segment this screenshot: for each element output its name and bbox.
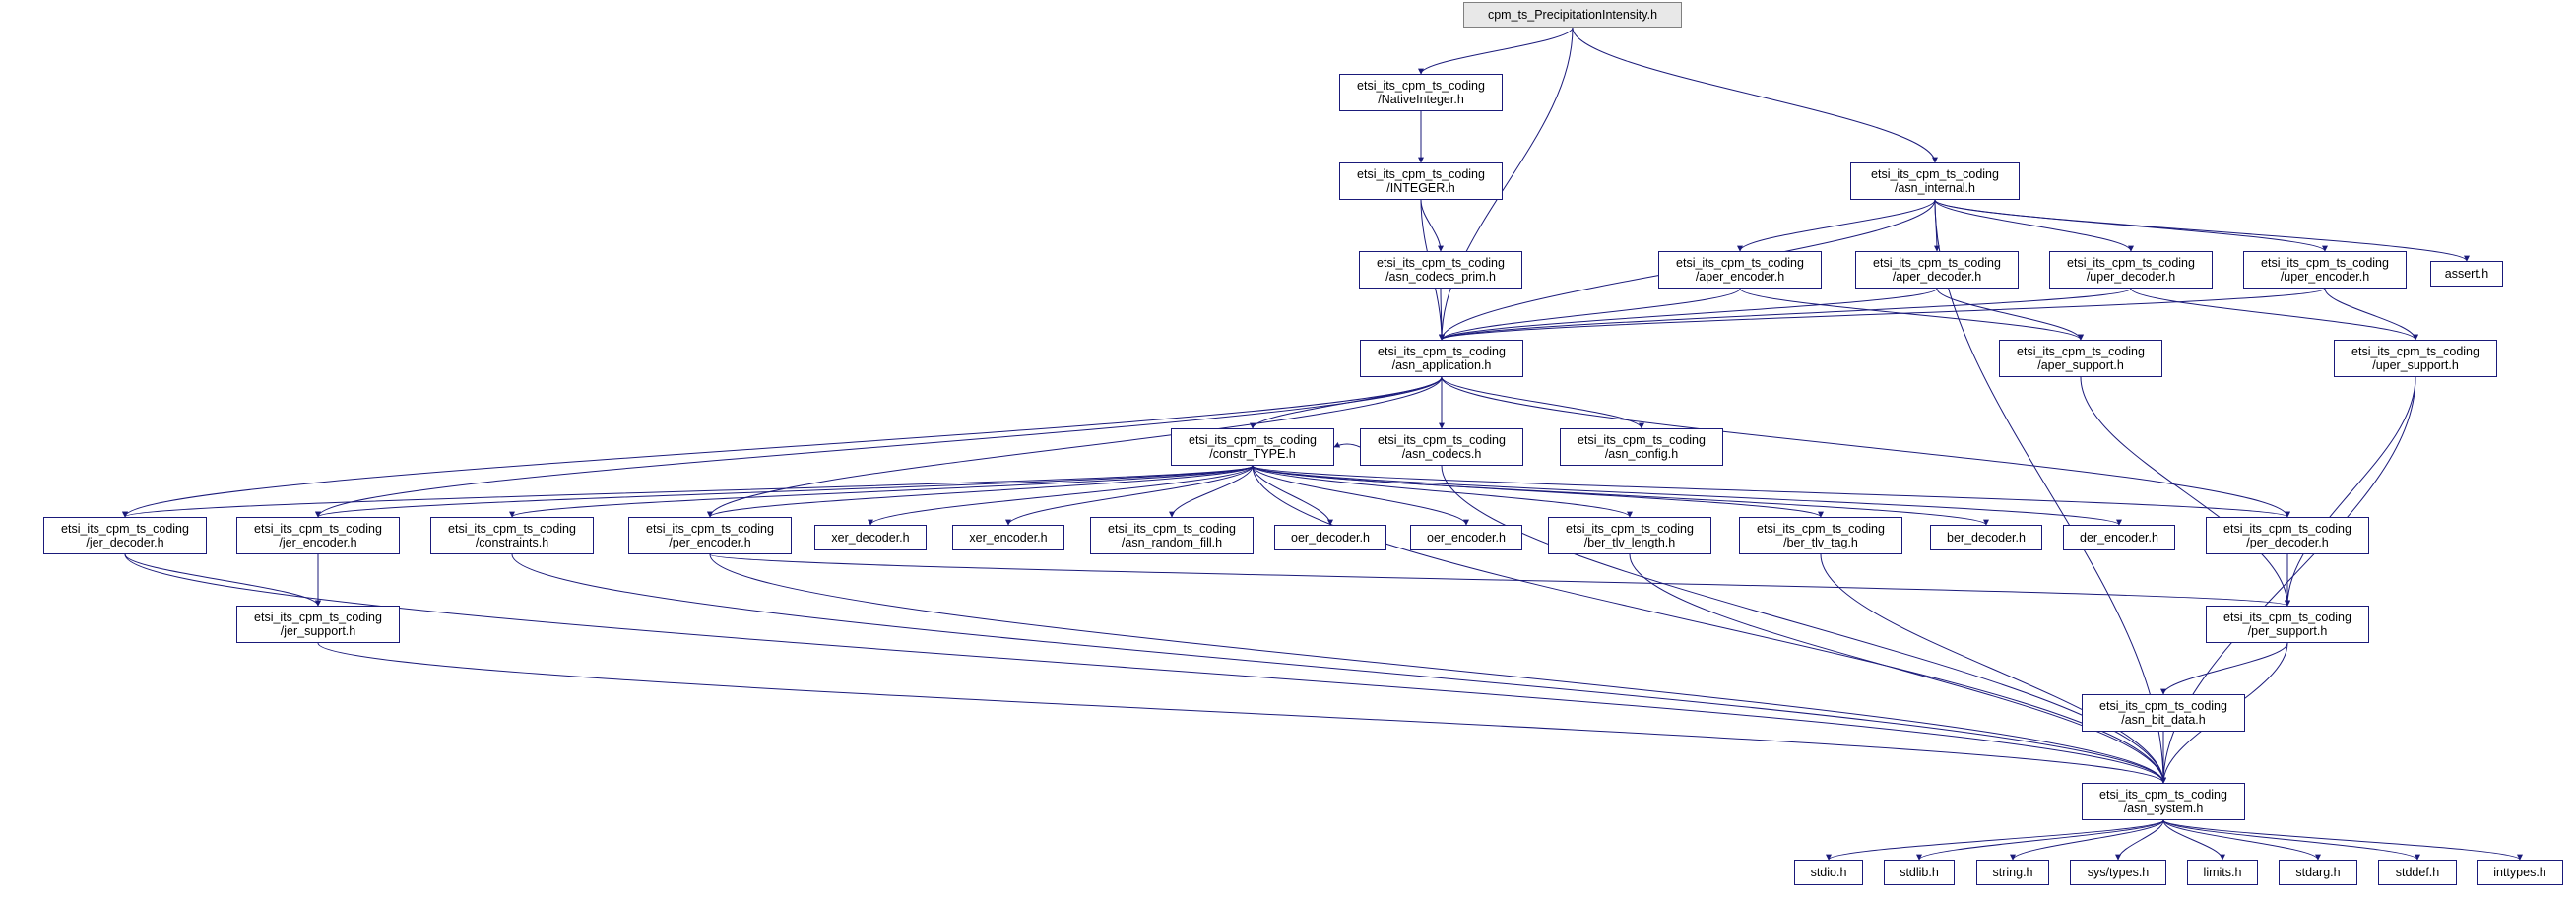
node-limits[interactable] — [2187, 860, 2258, 885]
edge-asn_system-to-limits — [2163, 820, 2222, 860]
node-per_encoder[interactable] — [628, 517, 792, 554]
node-label-line: etsi_its_cpm_ts_coding — [1377, 256, 1505, 270]
edge-constr_TYPE-to-asn_random_fill — [1172, 466, 1253, 517]
node-label-line: stdlib.h — [1900, 866, 1939, 879]
node-label-line: oer_encoder.h — [1427, 531, 1506, 545]
node-label-line: /jer_support.h — [280, 624, 356, 638]
edge-constr_TYPE-to-jer_decoder — [125, 466, 1253, 517]
node-label-line: string.h — [1992, 866, 2033, 879]
node-integer[interactable] — [1339, 162, 1503, 200]
node-label-line: etsi_its_cpm_ts_coding — [1357, 79, 1485, 93]
node-label-line: /asn_internal.h — [1894, 181, 1975, 195]
node-label-line: /constraints.h — [475, 536, 549, 549]
node-label-line: sys/types.h — [2087, 866, 2150, 879]
node-aper_encoder[interactable] — [1658, 251, 1822, 289]
edge-aper_encoder-to-aper_support — [1740, 289, 2081, 340]
node-label-line: /asn_system.h — [2123, 802, 2204, 815]
edge-ber_tlv_tag-to-asn_system — [1821, 554, 2163, 783]
edge-asn_system-to-stdlib — [1919, 820, 2163, 860]
node-asn_system[interactable] — [2082, 783, 2245, 820]
edge-constr_TYPE-to-der_encoder — [1253, 466, 2119, 525]
edge-constr_TYPE-to-oer_decoder — [1253, 466, 1330, 525]
node-label-line: /asn_codecs_prim.h — [1385, 270, 1496, 284]
edge-asn_system-to-stdio — [1829, 820, 2163, 860]
edge-asn_internal-to-aper_encoder — [1740, 200, 1935, 251]
node-label-line: /asn_codecs.h — [1401, 447, 1482, 461]
edge-constr_TYPE-to-xer_encoder — [1008, 466, 1253, 525]
node-string[interactable] — [1976, 860, 2049, 885]
node-label-line: etsi_its_cpm_ts_coding — [2067, 256, 2195, 270]
node-label-line: ber_decoder.h — [1947, 531, 2026, 545]
node-ber_decoder[interactable] — [1930, 525, 2042, 550]
edge-uper_encoder-to-asn_application — [1442, 289, 2325, 340]
node-label-line: /jer_decoder.h — [86, 536, 164, 549]
node-label-line: /asn_config.h — [1604, 447, 1679, 461]
edge-constr_TYPE-to-xer_decoder — [870, 466, 1253, 525]
edge-asn_codecs-to-constr_TYPE — [1334, 444, 1360, 447]
node-stdio[interactable] — [1794, 860, 1863, 885]
edge-ber_tlv_length-to-asn_system — [1630, 554, 2163, 783]
node-label-line: etsi_its_cpm_ts_coding — [2261, 256, 2389, 270]
node-label-line: /asn_random_fill.h — [1121, 536, 1223, 549]
edge-asn_internal-to-uper_decoder — [1935, 200, 2131, 251]
node-label-line: /per_encoder.h — [669, 536, 751, 549]
node-constraints[interactable] — [430, 517, 594, 554]
node-label-line: stdio.h — [1810, 866, 1847, 879]
node-label-line: /uper_encoder.h — [2280, 270, 2370, 284]
edge-aper_decoder-to-asn_application — [1442, 289, 1937, 340]
node-label-line: /per_support.h — [2247, 624, 2328, 638]
node-oer_decoder[interactable] — [1274, 525, 1386, 550]
node-asn_application[interactable] — [1360, 340, 1523, 377]
node-xer_decoder[interactable] — [814, 525, 927, 550]
edge-asn_internal-to-uper_encoder — [1935, 200, 2325, 251]
node-label-line: etsi_its_cpm_ts_coding — [448, 522, 576, 536]
edge-asn_application-to-asn_config — [1442, 377, 1642, 428]
node-asn_random_fill[interactable] — [1090, 517, 1254, 554]
node-label-line: xer_decoder.h — [831, 531, 910, 545]
edge-per_support-to-asn_bit_data — [2163, 643, 2287, 694]
node-label-line: etsi_its_cpm_ts_coding — [1189, 433, 1317, 447]
node-uper_decoder[interactable] — [2049, 251, 2213, 289]
node-label-line: /jer_encoder.h — [279, 536, 357, 549]
node-label-line: etsi_its_cpm_ts_coding — [1873, 256, 2001, 270]
node-label-line: /NativeInteger.h — [1378, 93, 1464, 106]
node-asn_config[interactable] — [1560, 428, 1723, 466]
edge-asn_codecs-to-asn_system — [1442, 466, 2163, 783]
node-label-line: etsi_its_cpm_ts_coding — [2017, 345, 2145, 358]
node-label-line: etsi_its_cpm_ts_coding — [1871, 167, 1999, 181]
edge-jer_decoder-to-asn_system — [125, 554, 2163, 783]
node-label-line: xer_encoder.h — [969, 531, 1048, 545]
node-oer_encoder[interactable] — [1410, 525, 1522, 550]
edge-constr_TYPE-to-per_decoder — [1253, 466, 2287, 517]
node-jer_support[interactable] — [236, 606, 400, 643]
node-label-line: etsi_its_cpm_ts_coding — [1357, 167, 1485, 181]
node-per_decoder[interactable] — [2206, 517, 2369, 554]
edge-aper_decoder-to-aper_support — [1937, 289, 2081, 340]
edge-integer-to-asn_codecs_prim — [1421, 200, 1441, 251]
node-label-line: etsi_its_cpm_ts_coding — [61, 522, 189, 536]
node-label-line: stdarg.h — [2295, 866, 2341, 879]
node-label-line: /INTEGER.h — [1386, 181, 1455, 195]
node-label-line: oer_decoder.h — [1291, 531, 1370, 545]
node-label-line: /aper_decoder.h — [1892, 270, 1982, 284]
node-label-line: etsi_its_cpm_ts_coding — [2099, 699, 2227, 713]
node-label-line: /aper_support.h — [2037, 358, 2124, 372]
node-label-line: cpm_ts_PrecipitationIntensity.h — [1487, 8, 1658, 22]
edge-uper_encoder-to-uper_support — [2325, 289, 2415, 340]
edge-asn_system-to-stddef — [2163, 820, 2417, 860]
edge-constr_TYPE-to-asn_system — [1253, 466, 2163, 783]
node-label-line: /ber_tlv_tag.h — [1783, 536, 1858, 549]
node-label-line: etsi_its_cpm_ts_coding — [1566, 522, 1694, 536]
node-label-line: /aper_encoder.h — [1695, 270, 1785, 284]
node-systypes[interactable] — [2070, 860, 2166, 885]
node-label-line: /constr_TYPE.h — [1209, 447, 1296, 461]
node-label-line: etsi_its_cpm_ts_coding — [1676, 256, 1804, 270]
edge-constr_TYPE-to-constraints — [512, 466, 1253, 517]
node-aper_decoder[interactable] — [1855, 251, 2019, 289]
node-label-line: /ber_tlv_length.h — [1583, 536, 1676, 549]
node-jer_encoder[interactable] — [236, 517, 400, 554]
node-label-line: etsi_its_cpm_ts_coding — [254, 522, 382, 536]
node-constr_TYPE[interactable] — [1171, 428, 1334, 466]
node-label-line: etsi_its_cpm_ts_coding — [1578, 433, 1706, 447]
edge-aper_encoder-to-asn_application — [1442, 289, 1740, 340]
edge-root-to-nativeinteger — [1421, 28, 1573, 74]
edge-per_encoder-to-asn_system — [710, 554, 2163, 783]
node-label-line: etsi_its_cpm_ts_coding — [646, 522, 774, 536]
node-stdarg[interactable] — [2279, 860, 2357, 885]
edge-uper_decoder-to-uper_support — [2131, 289, 2415, 340]
edge-constr_TYPE-to-per_encoder — [710, 466, 1253, 517]
node-label-line: /asn_application.h — [1391, 358, 1492, 372]
edge-constr_TYPE-to-ber_decoder — [1253, 466, 1986, 525]
node-label-line: etsi_its_cpm_ts_coding — [2099, 788, 2227, 802]
edge-constraints-to-asn_system — [512, 554, 2163, 783]
edge-jer_support-to-asn_system — [318, 643, 2163, 783]
node-aper_support[interactable] — [1999, 340, 2162, 377]
node-label-line: etsi_its_cpm_ts_coding — [1108, 522, 1236, 536]
node-der_encoder[interactable] — [2063, 525, 2175, 550]
edge-uper_decoder-to-asn_application — [1442, 289, 2131, 340]
edge-asn_system-to-systypes — [2118, 820, 2163, 860]
node-ber_tlv_length[interactable] — [1548, 517, 1711, 554]
edge-asn_application-to-constr_TYPE — [1253, 377, 1442, 428]
node-assert[interactable] — [2430, 261, 2503, 287]
edge-constr_TYPE-to-jer_encoder — [318, 466, 1253, 517]
node-label-line: etsi_its_cpm_ts_coding — [2223, 611, 2351, 624]
node-label-line: inttypes.h — [2493, 866, 2546, 879]
edge-asn_internal-to-aper_decoder — [1935, 200, 1937, 251]
node-label-line: etsi_its_cpm_ts_coding — [254, 611, 382, 624]
node-xer_encoder[interactable] — [952, 525, 1064, 550]
edge-aper_support-to-per_support — [2081, 377, 2287, 606]
edge-asn_system-to-string — [2013, 820, 2163, 860]
node-uper_support[interactable] — [2334, 340, 2497, 377]
node-label-line: /per_decoder.h — [2246, 536, 2329, 549]
node-label-line: der_encoder.h — [2080, 531, 2158, 545]
edge-uper_support-to-per_support — [2287, 377, 2415, 606]
node-label-line: /uper_support.h — [2372, 358, 2459, 372]
node-asn_codecs_prim[interactable] — [1359, 251, 1522, 289]
node-label-line: etsi_its_cpm_ts_coding — [1378, 433, 1506, 447]
node-asn_codecs[interactable] — [1360, 428, 1523, 466]
node-label-line: etsi_its_cpm_ts_coding — [2351, 345, 2479, 358]
edge-constr_TYPE-to-ber_tlv_length — [1253, 466, 1630, 517]
node-label-line: assert.h — [2444, 267, 2489, 281]
edge-asn_system-to-inttypes — [2163, 820, 2520, 860]
node-ber_tlv_tag[interactable] — [1739, 517, 1902, 554]
edge-constr_TYPE-to-ber_tlv_tag — [1253, 466, 1821, 517]
node-stddef[interactable] — [2378, 860, 2457, 885]
node-label-line: stddef.h — [2395, 866, 2440, 879]
node-jer_decoder[interactable] — [43, 517, 207, 554]
node-label-line: /uper_decoder.h — [2086, 270, 2176, 284]
edge-per_encoder-to-per_support — [710, 554, 2287, 606]
edge-asn_system-to-stdarg — [2163, 820, 2318, 860]
node-root[interactable] — [1463, 2, 1682, 28]
node-inttypes[interactable] — [2477, 860, 2563, 885]
node-label-line: limits.h — [2203, 866, 2242, 879]
edge-jer_decoder-to-jer_support — [125, 554, 318, 606]
node-label-line: etsi_its_cpm_ts_coding — [1378, 345, 1506, 358]
edge-root-to-asn_internal — [1573, 28, 1935, 162]
node-label-line: /asn_bit_data.h — [2121, 713, 2206, 727]
node-asn_bit_data[interactable] — [2082, 694, 2245, 732]
edge-constr_TYPE-to-oer_encoder — [1253, 466, 1466, 525]
edge-asn_codecs_prim-to-asn_application — [1441, 289, 1442, 340]
node-label-line: etsi_its_cpm_ts_coding — [1757, 522, 1885, 536]
node-asn_internal[interactable] — [1850, 162, 2020, 200]
node-nativeinteger[interactable] — [1339, 74, 1503, 111]
node-uper_encoder[interactable] — [2243, 251, 2407, 289]
node-per_support[interactable] — [2206, 606, 2369, 643]
node-stdlib[interactable] — [1884, 860, 1955, 885]
node-label-line: etsi_its_cpm_ts_coding — [2223, 522, 2351, 536]
